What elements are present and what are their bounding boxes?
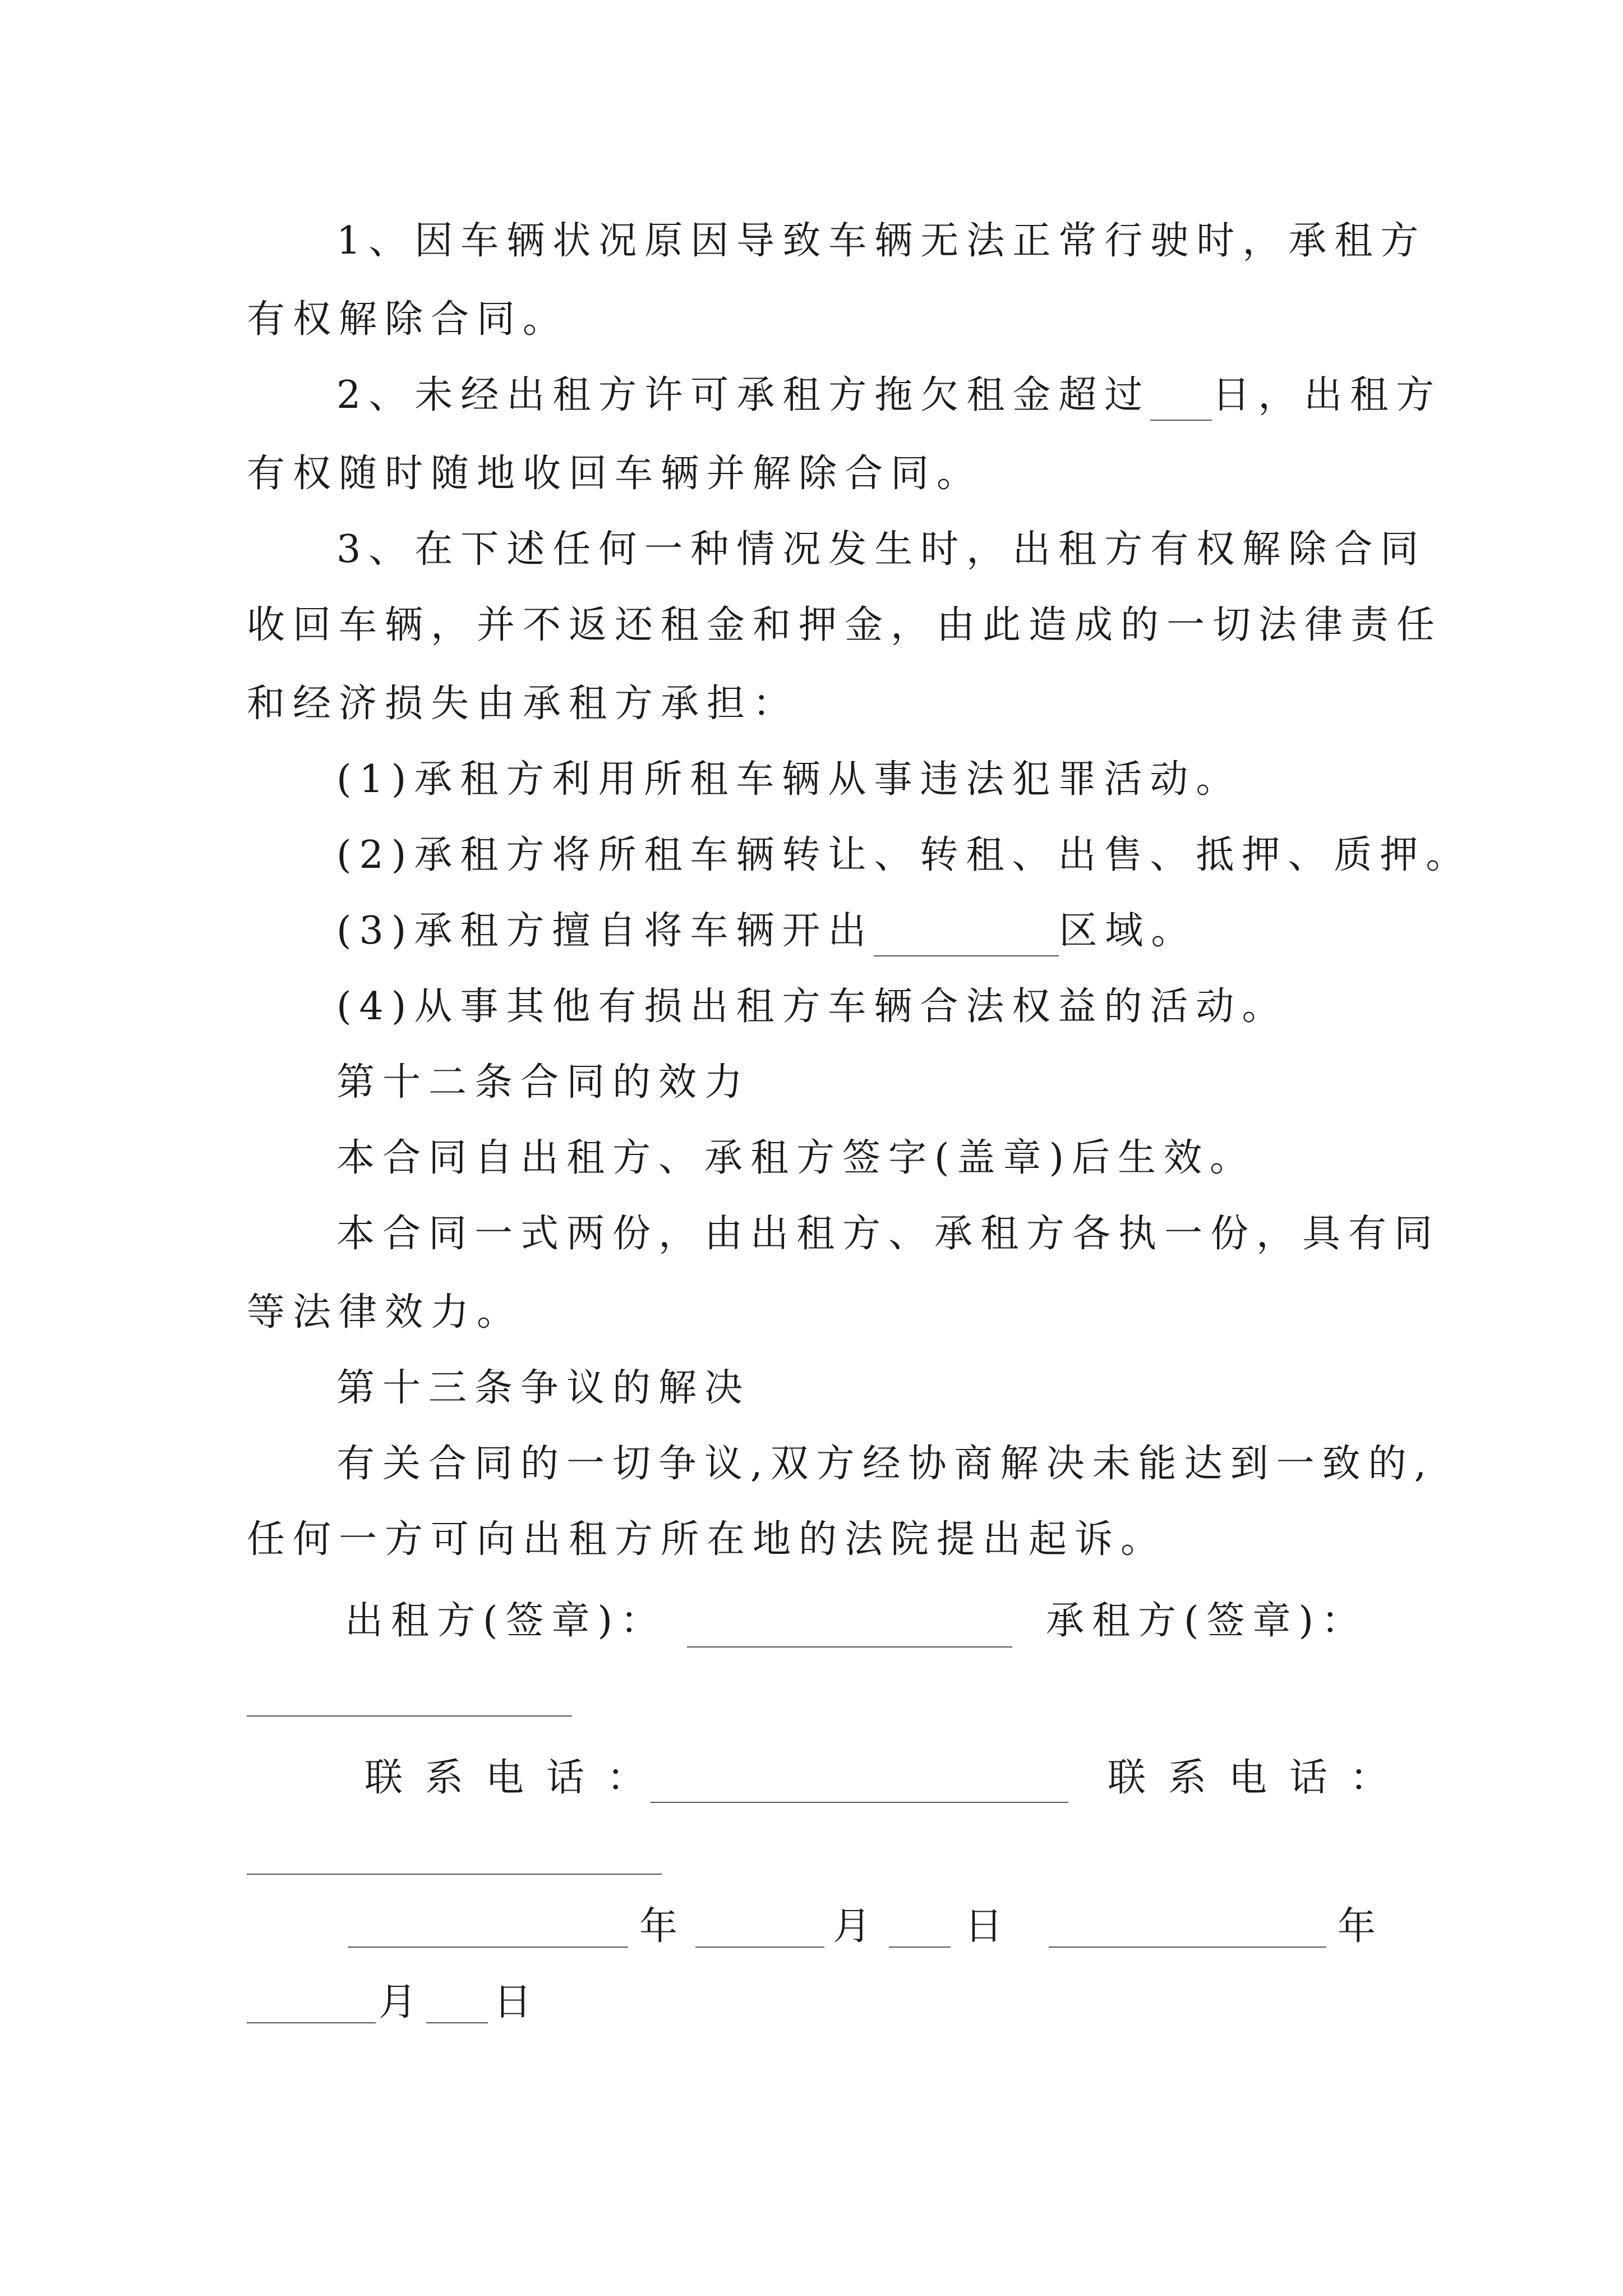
clause-item-2-text-a: 2、未经出租方许可承租方拖欠租金超过 <box>336 373 1151 417</box>
clause-item-3-line-1: 3、在下述任何一种情况发生时，出租方有权解除合同 <box>336 527 1427 572</box>
sub-item-3 <box>336 906 1197 956</box>
clause-item-3-line-3: 和经济损失由承租方承担： <box>247 682 799 726</box>
sub-item-4: (4)从事其他有损出租方车辆合法权益的活动。 <box>336 984 1288 1029</box>
clause-item-1-line-1: 1、因车辆状况原因导致车辆无法正常行驶时，承租方 <box>336 219 1427 263</box>
lessor-year-label: 年 <box>639 1904 686 1949</box>
lessor-signature-line <box>687 1646 1012 1648</box>
article-12-heading: 第十二条合同的效力 <box>336 1060 751 1105</box>
lessee-phone-line <box>247 1874 662 1875</box>
article-12-para-2-line-2: 等法律效力。 <box>247 1290 523 1335</box>
lessee-day-line <box>426 2022 488 2023</box>
lessee-month-line <box>247 2022 376 2023</box>
lessor-signature-label: 出租方(签章)： <box>345 1599 667 1643</box>
lessor-month-label: 月 <box>833 1904 879 1949</box>
lessee-day-label: 日 <box>494 1980 540 2024</box>
article-13-para-line-1: 有关合同的一切争议,双方经协商解决未能达到一致的, <box>336 1442 1435 1486</box>
lessor-phone-label: 联系电话： <box>365 1756 668 1800</box>
article-12-para-2-line-1: 本合同一式两份，由出租方、承租方各执一份，具有同 <box>336 1212 1441 1256</box>
lessee-signature-line <box>247 1715 572 1717</box>
clause-item-3-line-2: 收回车辆，并不返还租金和押金，由此造成的一切法律责任 <box>247 603 1443 647</box>
lessor-phone-line <box>651 1802 1068 1803</box>
region-blank <box>874 919 1059 956</box>
sub-item-2: (2)承租方将所租车辆转让、转租、出售、抵押、质押。 <box>336 833 1472 877</box>
clause-item-2-line-2: 有权随时随地收回车辆并解除合同。 <box>247 452 983 496</box>
lessor-day-line <box>889 1947 951 1948</box>
clause-item-2-text-b: 日，出租方 <box>1212 373 1442 417</box>
sub-item-3-text-b: 区域。 <box>1059 909 1197 953</box>
article-12-para-1: 本合同自出租方、承租方签字(盖章)后生效。 <box>336 1136 1256 1180</box>
lessor-year-line <box>348 1947 628 1948</box>
lessee-phone-label: 联系电话： <box>1108 1756 1411 1800</box>
lessee-signature-label: 承租方(签章)： <box>1046 1599 1368 1643</box>
lessee-month-label: 月 <box>379 1980 425 2024</box>
sub-item-1: (1)承租方利用所租车辆从事违法犯罪活动。 <box>336 757 1242 802</box>
clause-item-1-line-2: 有权解除合同。 <box>247 297 569 342</box>
article-13-para-line-2: 任何一方可向出租方所在地的法院提出起诉。 <box>247 1517 1167 1562</box>
lessee-year-label: 年 <box>1338 1904 1384 1949</box>
lessor-month-line <box>695 1947 824 1948</box>
sub-item-3-text-a: (3)承租方擅自将车辆开出 <box>336 909 874 953</box>
clause-item-2-line-1 <box>336 370 1442 421</box>
lessor-day-label: 日 <box>965 1904 1011 1949</box>
article-13-heading: 第十三条争议的解决 <box>336 1366 751 1410</box>
days-blank <box>1150 384 1212 421</box>
lessee-year-line <box>1049 1947 1326 1948</box>
